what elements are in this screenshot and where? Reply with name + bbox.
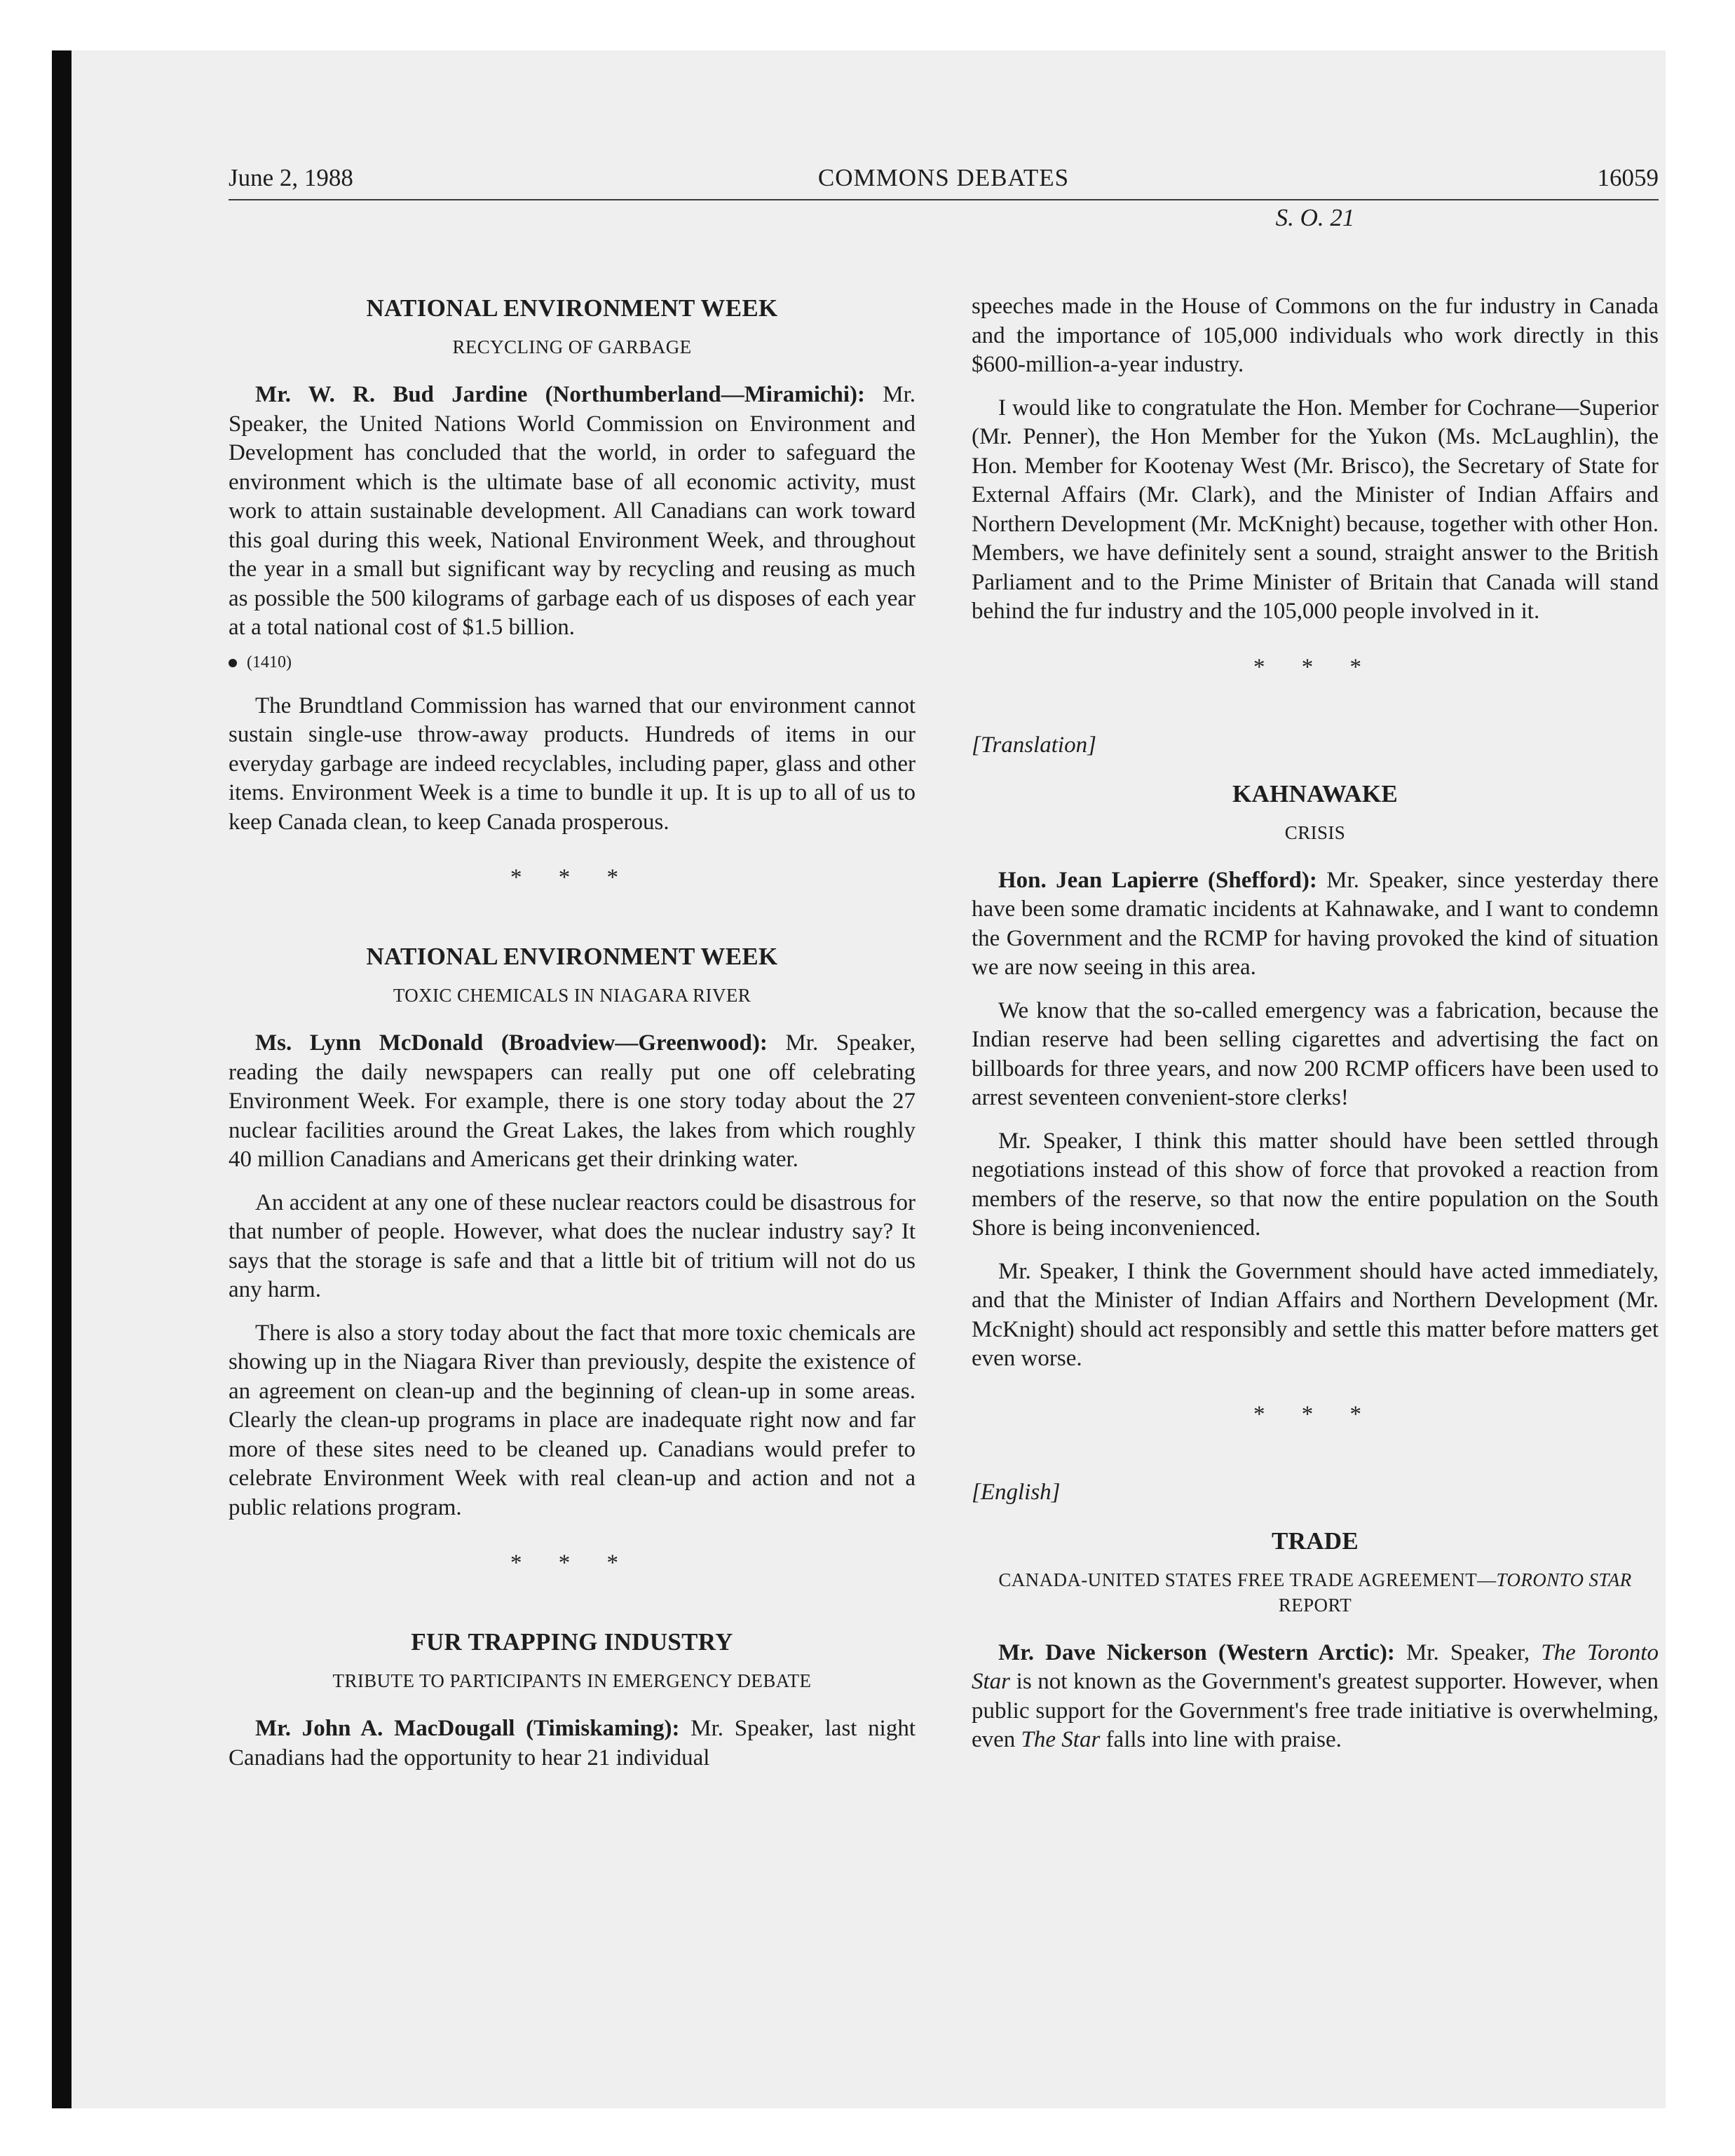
speech-paragraph bbox=[972, 1639, 1659, 1755]
page-content bbox=[52, 50, 1666, 2108]
section-subheading: TOXIC CHEMICALS IN NIAGARA RIVER bbox=[393, 985, 751, 1006]
speech-paragraph: Mr. Speaker, I think this matter should have been settled through negotiations instead of this show of force that provoked a reaction from members of the reserve, so that now the entire population on the South Shore is being inconvenienced. bbox=[972, 1128, 1659, 1241]
running-head bbox=[229, 157, 1659, 200]
speech-paragraph bbox=[972, 866, 1659, 983]
speech-italic: The Toronto Star bbox=[972, 1639, 1659, 1694]
speech-text: Mr. Speaker, bbox=[1394, 1639, 1542, 1665]
header-page-number: 16059 bbox=[1597, 164, 1659, 191]
speech-paragraph: An accident at any one of these nuclear reactors could be disastrous for that number of people. However, what does the nuclear industry say? It says that the storage is safe and that a little bit of tritium will not do us any harm. bbox=[229, 1189, 916, 1302]
section-heading: KAHNAWAKE bbox=[1232, 779, 1399, 807]
section-separator: * * * bbox=[510, 1550, 634, 1576]
section-heading: NATIONAL ENVIRONMENT WEEK bbox=[366, 943, 778, 970]
speech-paragraph bbox=[229, 1714, 916, 1773]
section-subheading: TRIBUTE TO PARTICIPANTS IN EMERGENCY DEBATE bbox=[332, 1670, 812, 1691]
speaker-name: Ms. Lynn McDonald (Broadview—Greenwood): bbox=[255, 1030, 768, 1056]
header-publication: COMMONS DEBATES bbox=[817, 164, 1070, 191]
bullet-icon bbox=[229, 659, 237, 667]
speech-paragraph: We know that the so-called emergency was a fabrication, because the Indian reserve had been selling cigarettes and advertising the fact on billboards for three years, and now 200 RCMP officers have been used to arrest seventeen convenient-store clerks! bbox=[972, 997, 1659, 1110]
speaker-name: Mr. John A. MacDougall (Timiskaming): bbox=[255, 1716, 680, 1741]
section-separator: * * * bbox=[1253, 654, 1377, 680]
language-marker: [Translation] bbox=[972, 732, 1096, 758]
speech-paragraph-continued: speeches made in the House of Commons on the fur industry in Canada and the importance of 105,000 individuals who work directly in this $600-million-a-year industry. bbox=[972, 294, 1659, 377]
section-heading: TRADE bbox=[1271, 1527, 1359, 1555]
speech-paragraph: There is also a story today about the fact that more toxic chemicals are showing up in the Niagara River than previously, despite the existence of an agreement on clean-up and the beginning of clean-up in some areas. Clearly the clean-up programs in place are inadequate right now and far more of these sites need to be cleaned up. Canadians would prefer to celebrate Environment Week with real clean-up and action and not a public relations program. bbox=[229, 1320, 916, 1520]
speech-text: is not known as the Government's greatest supporter. However, when public support for the Government's free trade initiative is overwhelming, even bbox=[972, 1669, 1659, 1752]
section-subheading bbox=[972, 1567, 1659, 1618]
subheading-text: REPORT bbox=[1278, 1594, 1352, 1616]
subheading-text: CANADA-UNITED STATES FREE TRADE AGREEMENT— bbox=[998, 1569, 1497, 1590]
speaker-name: Hon. Jean Lapierre (Shefford): bbox=[998, 867, 1317, 893]
speech-paragraph: Mr. Speaker, I think the Government should have acted immediately, and that the Minister of Indian Affairs and Northern Development (Mr. McKnight) should act responsibly and settle this matter before matters get even worse. bbox=[972, 1258, 1659, 1371]
speech-text: Mr. Speaker, since yesterday there have been some dramatic incidents at Kahnawake, and I want to condemn the Government and the RCMP for having provoked the kind of situation we are now seeing in this area. bbox=[972, 867, 1659, 980]
speech-text: falls into line with praise. bbox=[1100, 1727, 1342, 1752]
speech-paragraph: The Brundtland Commission has warned that our environment cannot sustain single-use throw-away products. Hundreds of items in our everyday garbage are indeed recyclables, including paper, glass and other items. Environment Week is a time to bundle it up. It is up to all of us to keep Canada clean, to keep Canada prosperous. bbox=[229, 692, 916, 835]
timestamp-text: (1410) bbox=[247, 653, 292, 671]
section-subheading: CRISIS bbox=[1284, 821, 1346, 843]
section-separator: * * * bbox=[1253, 1401, 1377, 1427]
speech-paragraph: I would like to congratulate the Hon. Member for Cochrane—Superior (Mr. Penner), the Hon Member for the Yukon (Ms. McLaughlin), the Hon. Member for Kootenay West (Mr. Brisco), the Secretary of State for External Affairs (Mr. Clark), and the Minister of Indian Affairs and Northern Development (Mr. McKnight) because, together with other Hon. Members, we have definitely sent a sound, straight answer to the British Parliament and to the Prime Minister of Britain that Canada will stand behind the fur industry and the 105,000 people involved in it. bbox=[972, 395, 1659, 624]
speech-text: Mr. Speaker, reading the daily newspapers can really put one off celebrating Environment Week. For example, there is one story today about the 27 nuclear facilities around the Great Lakes, the lakes from which roughly 40 million Canadians and Americans get their drinking water. bbox=[229, 1030, 916, 1172]
speech-italic: The Star bbox=[1021, 1727, 1101, 1752]
section-separator: * * * bbox=[510, 865, 634, 890]
subheading-italic: TORONTO STAR bbox=[1496, 1569, 1632, 1590]
speech-text: Mr. Speaker, the United Nations World Commission on Environment and Development has concluded that the world, in order to safeguard the environment which is the ultimate base of all economic activity, must work to attain sustainable development. All Canadians can work toward this goal during this week, National Environment Week, and throughout the year in a small but significant way by recycling and reusing as much as possible the 500 kilograms of garbage each of us disposes of each year at a total national cost of $1.5 billion. bbox=[229, 382, 916, 640]
speech-paragraph bbox=[229, 381, 916, 643]
speech-paragraph bbox=[229, 1029, 916, 1175]
right-column bbox=[972, 292, 1659, 1769]
speaker-name: Mr. Dave Nickerson (Western Arctic): bbox=[998, 1639, 1395, 1665]
header-date: June 2, 1988 bbox=[229, 164, 353, 191]
section-subheading: RECYCLING OF GARBAGE bbox=[452, 336, 692, 357]
language-marker: [English] bbox=[972, 1479, 1061, 1505]
left-column bbox=[229, 292, 916, 1787]
hansard-page bbox=[229, 50, 1659, 2108]
section-heading: FUR TRAPPING INDUSTRY bbox=[411, 1628, 733, 1656]
speech-text: Mr. Speaker, last night Canadians had the opportunity to hear 21 individual bbox=[229, 1716, 916, 1770]
standing-order-reference: S. O. 21 bbox=[1275, 204, 1355, 231]
section-heading: NATIONAL ENVIRONMENT WEEK bbox=[366, 294, 778, 322]
speaker-name: Mr. W. R. Bud Jardine (Northumberland—Miramichi): bbox=[255, 382, 866, 407]
timestamp-marker bbox=[229, 651, 916, 674]
